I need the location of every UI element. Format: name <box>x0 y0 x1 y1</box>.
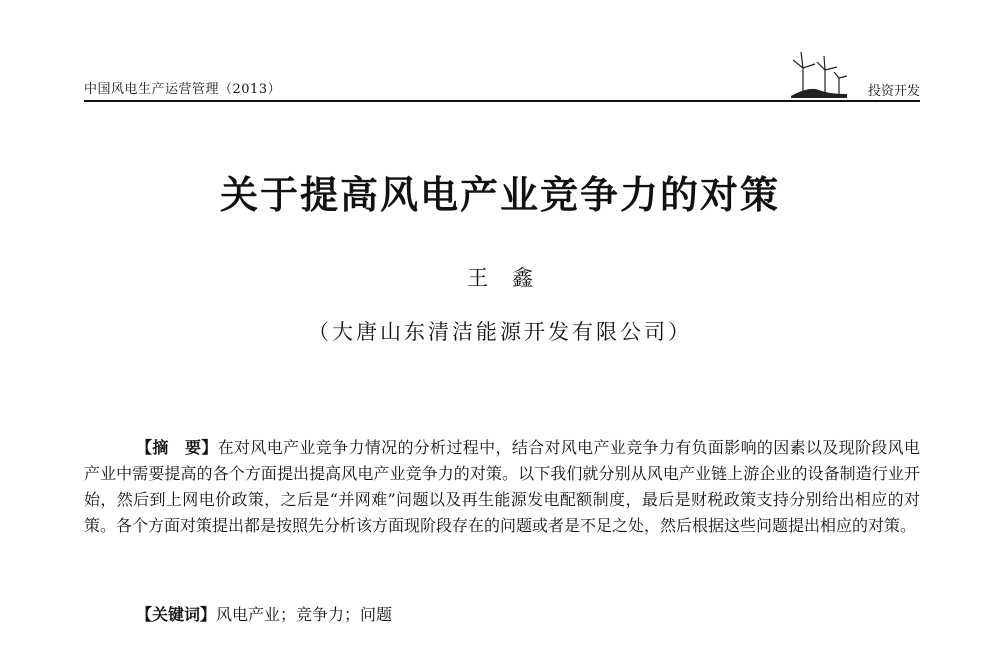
author-affiliation: （大唐山东清洁能源开发有限公司） <box>308 320 692 344</box>
page-header <box>84 50 920 102</box>
keywords <box>136 602 392 628</box>
author-name: 王鑫 <box>467 266 557 290</box>
keywords-text: 风电产业；竞争力；问题 <box>216 605 393 624</box>
article-title: 关于提高风电产业竞争力的对策 <box>219 173 780 217</box>
header-divider <box>84 100 920 102</box>
journal-name: 中国风电生产运营管理（2013） <box>84 82 282 97</box>
abstract <box>84 435 920 539</box>
section-name: 投资开发 <box>867 84 920 99</box>
abstract-label: 【摘 要】 <box>136 438 218 457</box>
wind-turbine-icon <box>789 50 849 98</box>
abstract-text: 在对风电产业竞争力情况的分析过程中，结合对风电产业竞争力有负面影响的因素以及现阶段风电产业中需要提高的各个方面提出提高风电产业竞争力的对策。以下我们就分别从风电产业链上游企业的设备制造行业开始，然后到上网电价政策，之后是“并网难”问题以及再生能源发电配额制度，最后是财税政策支持分别给出相应的对策。各个方面对策提出都是按照先分析该方面现阶段存在的问题或者是不足之处，然后根据这些问题提出相应的对策。 <box>84 438 920 535</box>
keywords-label: 【关键词】 <box>136 605 217 624</box>
